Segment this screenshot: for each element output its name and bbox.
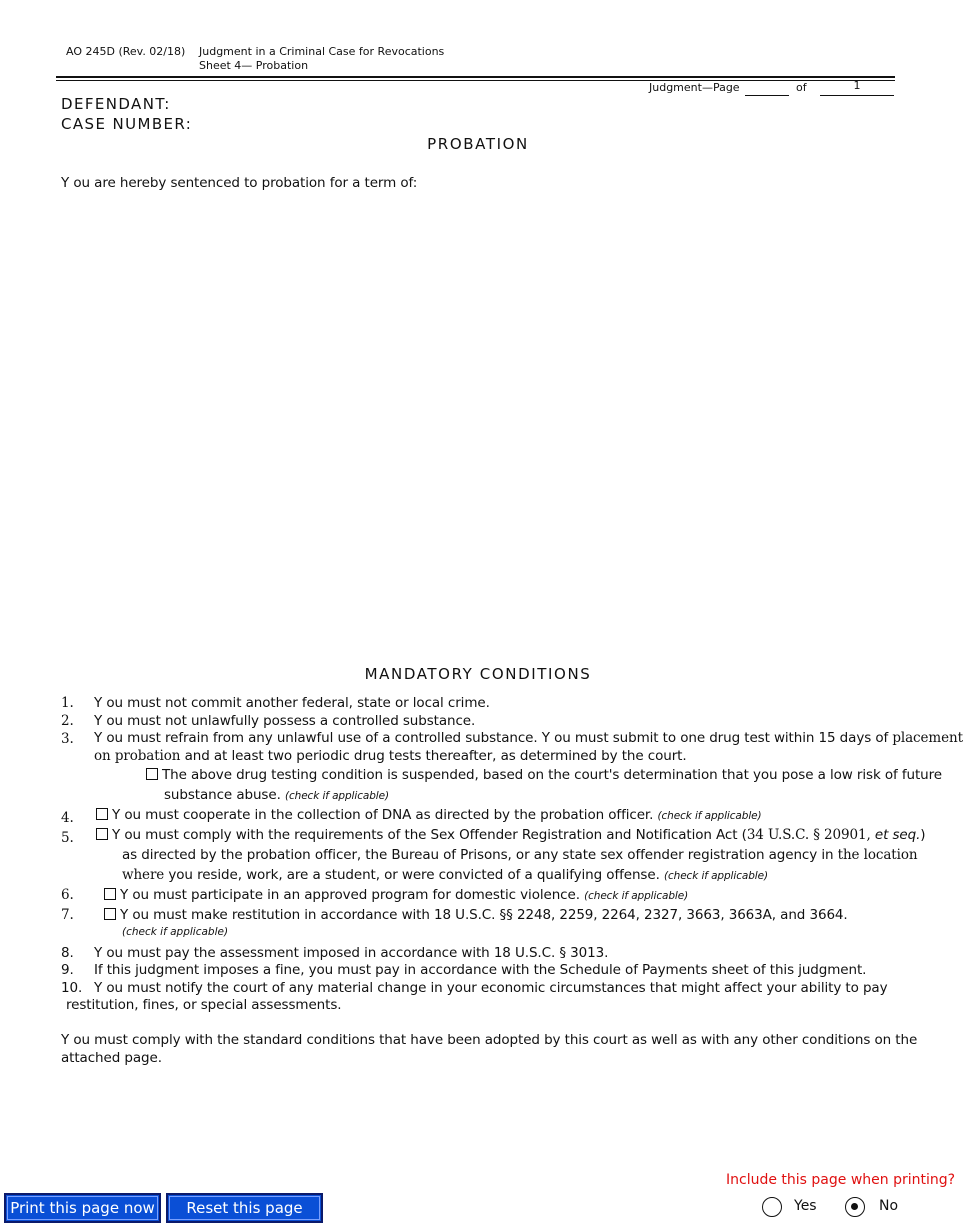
of-label: of [796,81,807,94]
item-6-line: Y ou must participate in an approved program for domestic violence. (check if applicable) [104,887,688,903]
closing-line-1: Y ou must comply with the standard conditions that have been adopted by this court as well as with any other conditions on the [61,1032,918,1048]
print-page-button[interactable]: Print this page now [4,1193,161,1223]
mandatory-conditions-heading: MANDATORY CONDITIONS [364,665,592,683]
restitution-checkbox[interactable] [104,908,116,920]
item-5-line-1: Y ou must comply with the requirements of the Sex Offender Registration and Notification Act (34 U.S.C. § 20901, et seq.) [96,827,925,843]
include-yes-label: Yes [794,1198,817,1214]
form-title: Judgment in a Criminal Case for Revocations [199,45,445,58]
item-3-note: (check if applicable) [284,790,389,802]
item-6-note: (check if applicable) [584,890,689,902]
closing-line-2: attached page. [61,1050,162,1066]
item-1-text: Y ou must not commit another federal, state or local crime. [94,695,490,711]
item-1-number: 1. [61,695,74,711]
form-code: AO 245D (Rev. 02/18) [66,45,186,58]
item-7-line: Y ou must make restitution in accordance with 18 U.S.C. §§ 2248, 2259, 2264, 2327, 3663, 3663A, and 3664. [104,907,848,923]
defendant-label: DEFENDANT: [61,95,171,113]
header-rule-bottom [56,80,895,81]
item-4-number: 4. [61,810,74,826]
probation-heading: PROBATION [427,135,529,153]
dna-collection-checkbox[interactable] [96,808,108,820]
item-3-line-1: Y ou must refrain from any unlawful use of a controlled substance. Y ou must submit to one drug test within 15 days of placement [94,730,963,746]
item-9-number: 9. [61,962,74,978]
include-yes-radio[interactable] [762,1197,782,1217]
item-10-line-2: restitution, fines, or special assessments. [66,997,342,1013]
sex-offender-registration-checkbox[interactable] [96,828,108,840]
item-8-number: 8. [61,945,74,961]
probation-term-field[interactable] [61,200,891,640]
item-7-note: (check if applicable) [122,926,229,938]
item-10-line-1: Y ou must notify the court of any material change in your economic circumstances that might affect your ability to pay [94,980,888,996]
item-2-number: 2. [61,713,74,729]
probation-sentence-text: Y ou are hereby sentenced to probation for a term of: [61,175,418,191]
item-3-sub-line-2: substance abuse. (check if applicable) [164,787,389,803]
item-3-line-2: on probation and at least two periodic drug tests thereafter, as determined by the court. [94,748,687,764]
item-5-line-3: where you reside, work, are a student, or were convicted of a qualifying offense. (check if applicable) [122,867,768,883]
item-3-sub-line-1: The above drug testing condition is suspended, based on the court's determination that you pose a low risk of future [146,767,942,783]
item-10-number: 10. [61,980,83,996]
include-no-label: No [879,1198,899,1214]
case-number-label: CASE NUMBER: [61,115,193,133]
item-2-text: Y ou must not unlawfully possess a controlled substance. [94,713,476,729]
include-no-radio-selected-dot [851,1203,858,1210]
item-4-note: (check if applicable) [657,810,762,822]
page-total-underline [820,95,894,96]
item-9-text: If this judgment imposes a fine, you must pay in accordance with the Schedule of Payments sheet of this judgment. [94,962,867,978]
item-4-line: Y ou must cooperate in the collection of DNA as directed by the probation officer. (check if applicable) [96,807,762,823]
item-5-line-2: as directed by the probation officer, the Bureau of Prisons, or any state sex offender registration agency in the location [122,847,918,863]
include-page-question: Include this page when printing? [726,1172,956,1188]
page-total-field[interactable]: 1 [853,79,861,92]
item-5-note: (check if applicable) [663,870,768,882]
page-current-underline [745,95,789,96]
item-3-number: 3. [61,731,74,747]
sheet-label: Sheet 4— Probation [199,59,309,72]
domestic-violence-program-checkbox[interactable] [104,888,116,900]
item-5-number: 5. [61,830,74,846]
item-8-text: Y ou must pay the assessment imposed in accordance with 18 U.S.C. § 3013. [94,945,609,961]
drug-test-suspended-checkbox[interactable] [146,768,158,780]
item-7-number: 7. [61,907,74,923]
header-rule-top [56,76,895,78]
include-no-radio[interactable] [845,1197,865,1217]
judgment-page-label: Judgment—Page [649,81,740,94]
item-6-number: 6. [61,887,74,903]
reset-page-button[interactable]: Reset this page [166,1193,323,1223]
